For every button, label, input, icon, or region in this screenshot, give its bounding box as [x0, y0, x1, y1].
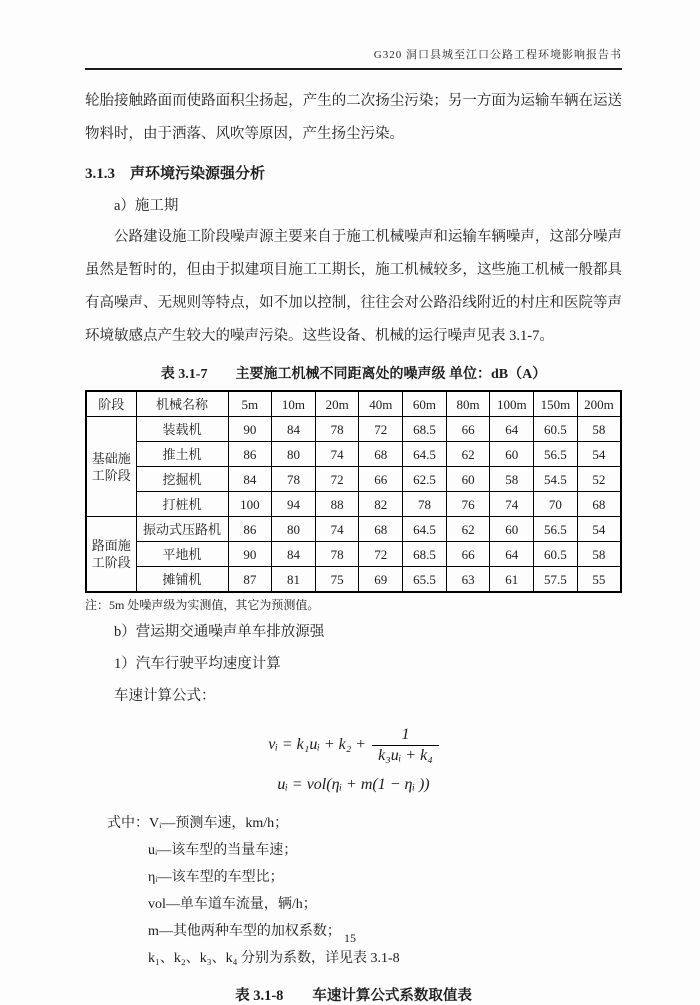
noise-value-cell: 80	[272, 442, 316, 467]
noise-value-cell: 66	[359, 467, 403, 492]
formula-line-2: uᵢ = vol(ηᵢ + m(1 − ηᵢ ))	[277, 776, 430, 793]
noise-value-cell: 70	[534, 492, 578, 517]
definition-line: m—其他两种车型的加权系数；	[148, 924, 341, 939]
noise-value-cell: 74	[315, 517, 359, 542]
machine-noise-table-body	[86, 417, 621, 593]
noise-value-cell: 68	[359, 517, 403, 542]
noise-value-cell: 72	[315, 467, 359, 492]
formula-intro: 车速计算公式：	[114, 688, 216, 704]
noise-value-cell: 78	[403, 492, 447, 517]
definition-text: Vᵢ—预测车速，km/h；	[149, 816, 289, 831]
fraction-denominator: k₃uᵢ + k₄	[372, 745, 439, 766]
noise-value-cell: 54.5	[534, 467, 578, 492]
table-row	[86, 542, 621, 567]
table-header-cell: 阶段	[86, 391, 136, 417]
noise-value-cell: 86	[228, 517, 272, 542]
definition-line: k₁、k₂、k₃、k₄ 分别为系数，详见表 3.1-8	[148, 951, 400, 966]
noise-value-cell: 87	[228, 567, 272, 593]
noise-value-cell: 84	[228, 467, 272, 492]
table-header-cell: 150m	[534, 391, 578, 417]
noise-value-cell: 56.5	[534, 442, 578, 467]
table-header-cell: 40m	[359, 391, 403, 417]
construction-paragraph: 公路建设施工阶段噪声源主要来自于施工机械噪声和运输车辆噪声，这部分噪声虽然是暂时的，但由于拟建项目施工工期长，施工机械较多，这些施工机械一般都具有高噪声、无规则等特点，如不加以控制，往往会对公路沿线附近的村庄和医院等声环境敏感点产生较大的噪声污染。这些设备、机械的运行噪声见表 3.1-7。	[85, 229, 622, 344]
noise-value-cell: 60	[446, 467, 490, 492]
noise-value-cell: 82	[359, 492, 403, 517]
noise-value-cell: 78	[315, 542, 359, 567]
machine-name-cell: 挖掘机	[136, 467, 228, 492]
noise-value-cell: 72	[359, 542, 403, 567]
machine-name-cell: 打桩机	[136, 492, 228, 517]
noise-value-cell: 75	[315, 567, 359, 593]
formula-line-1	[85, 725, 622, 766]
machine-name-cell: 振动式压路机	[136, 517, 228, 542]
noise-value-cell: 84	[272, 542, 316, 567]
formula-line-1-left: vᵢ = k₁uᵢ + k₂ +	[268, 736, 367, 754]
definition-line: uᵢ—该车型的当量车速；	[148, 843, 298, 858]
noise-value-cell: 81	[272, 567, 316, 593]
table-row	[86, 467, 621, 492]
noise-value-cell: 61	[490, 567, 534, 593]
fraction-numerator: 1	[401, 726, 410, 743]
noise-value-cell: 88	[315, 492, 359, 517]
noise-value-cell: 60	[490, 517, 534, 542]
noise-value-cell: 63	[446, 567, 490, 593]
definition-line: vol—单车道车流量，辆/h；	[148, 897, 317, 912]
section-heading-3-1-3: 3.1.3 声环境污染源强分析	[85, 166, 266, 182]
noise-value-cell: 66	[446, 542, 490, 567]
table-row	[86, 492, 621, 517]
noise-value-cell: 84	[272, 417, 316, 442]
noise-value-cell: 74	[315, 442, 359, 467]
speed-formula	[85, 725, 622, 800]
noise-value-cell: 69	[359, 567, 403, 593]
noise-value-cell: 55	[577, 567, 621, 593]
machine-name-cell: 推土机	[136, 442, 228, 467]
noise-value-cell: 57.5	[534, 567, 578, 593]
formula-fraction	[372, 725, 439, 766]
table-row	[86, 442, 621, 467]
table-note: 注：5m 处噪声级为实测值，其它为预测值。	[85, 598, 320, 612]
noise-value-cell: 72	[359, 417, 403, 442]
noise-value-cell: 86	[228, 442, 272, 467]
noise-value-cell: 58	[490, 467, 534, 492]
stage-cell: 基础施工阶段	[86, 417, 136, 517]
noise-value-cell: 78	[272, 467, 316, 492]
table-header-cell: 5m	[228, 391, 272, 417]
table-header-cell: 10m	[272, 391, 316, 417]
table-header-cell: 60m	[403, 391, 447, 417]
table-header-cell: 100m	[490, 391, 534, 417]
noise-value-cell: 58	[577, 542, 621, 567]
definitions	[85, 810, 622, 972]
table-3-1-7-title: 表 3.1-7 主要施工机械不同距离处的噪声级 单位：dB（A）	[160, 367, 547, 382]
intro-paragraph: 轮胎接触路面而使路面积尘扬起，产生的二次扬尘污染；另一方面为运输车辆在运送物料时，由于洒落、风吹等原因，产生扬尘污染。	[85, 93, 622, 142]
noise-value-cell: 78	[315, 417, 359, 442]
table-row	[86, 517, 621, 542]
sub-section-a: a）施工期	[114, 198, 179, 214]
noise-value-cell: 68.5	[403, 417, 447, 442]
noise-value-cell: 64.5	[403, 517, 447, 542]
noise-value-cell: 60	[490, 442, 534, 467]
noise-value-cell: 68	[359, 442, 403, 467]
stage-cell: 路面施工阶段	[86, 517, 136, 593]
noise-value-cell: 62	[446, 517, 490, 542]
definitions-prefix: 式中：	[107, 816, 149, 831]
noise-value-cell: 65.5	[403, 567, 447, 593]
noise-value-cell: 58	[577, 417, 621, 442]
definition-line: ηᵢ—该车型的车型比；	[148, 870, 284, 885]
page-number: 15	[344, 931, 356, 945]
machine-name-cell: 平地机	[136, 542, 228, 567]
table-header-cell: 200m	[577, 391, 621, 417]
machine-name-cell: 摊铺机	[136, 567, 228, 593]
noise-value-cell: 64	[490, 417, 534, 442]
sub-section-b: b）营运期交通噪声单车排放源强	[114, 624, 325, 640]
table-row	[86, 417, 621, 442]
noise-value-cell: 76	[446, 492, 490, 517]
noise-value-cell: 56.5	[534, 517, 578, 542]
noise-value-cell: 68.5	[403, 542, 447, 567]
table-header-cell: 80m	[446, 391, 490, 417]
noise-value-cell: 68	[577, 492, 621, 517]
noise-value-cell: 80	[272, 517, 316, 542]
sub-section-1: 1）汽车行驶平均速度计算	[114, 656, 281, 672]
table-header-cell: 机械名称	[136, 391, 228, 417]
noise-value-cell: 94	[272, 492, 316, 517]
noise-value-cell: 100	[228, 492, 272, 517]
noise-value-cell: 60.5	[534, 542, 578, 567]
noise-value-cell: 66	[446, 417, 490, 442]
definition-line	[107, 810, 622, 837]
noise-value-cell: 64	[490, 542, 534, 567]
noise-value-cell: 52	[577, 467, 621, 492]
noise-value-cell: 62	[446, 442, 490, 467]
machine-noise-table	[85, 390, 622, 593]
noise-value-cell: 74	[490, 492, 534, 517]
noise-value-cell: 60.5	[534, 417, 578, 442]
table-header-cell: 20m	[315, 391, 359, 417]
noise-value-cell: 62.5	[403, 467, 447, 492]
noise-value-cell: 54	[577, 442, 621, 467]
table-3-1-8-title: 表 3.1-8 车速计算公式系数取值表	[235, 988, 472, 1004]
table-row	[86, 567, 621, 593]
page-header-title: G320 洞口县城至江口公路工程环境影响报告书	[85, 46, 622, 70]
machine-name-cell: 装载机	[136, 417, 228, 442]
noise-value-cell: 90	[228, 542, 272, 567]
table-header-row	[86, 391, 621, 417]
noise-value-cell: 90	[228, 417, 272, 442]
noise-value-cell: 64.5	[403, 442, 447, 467]
noise-value-cell: 54	[577, 517, 621, 542]
